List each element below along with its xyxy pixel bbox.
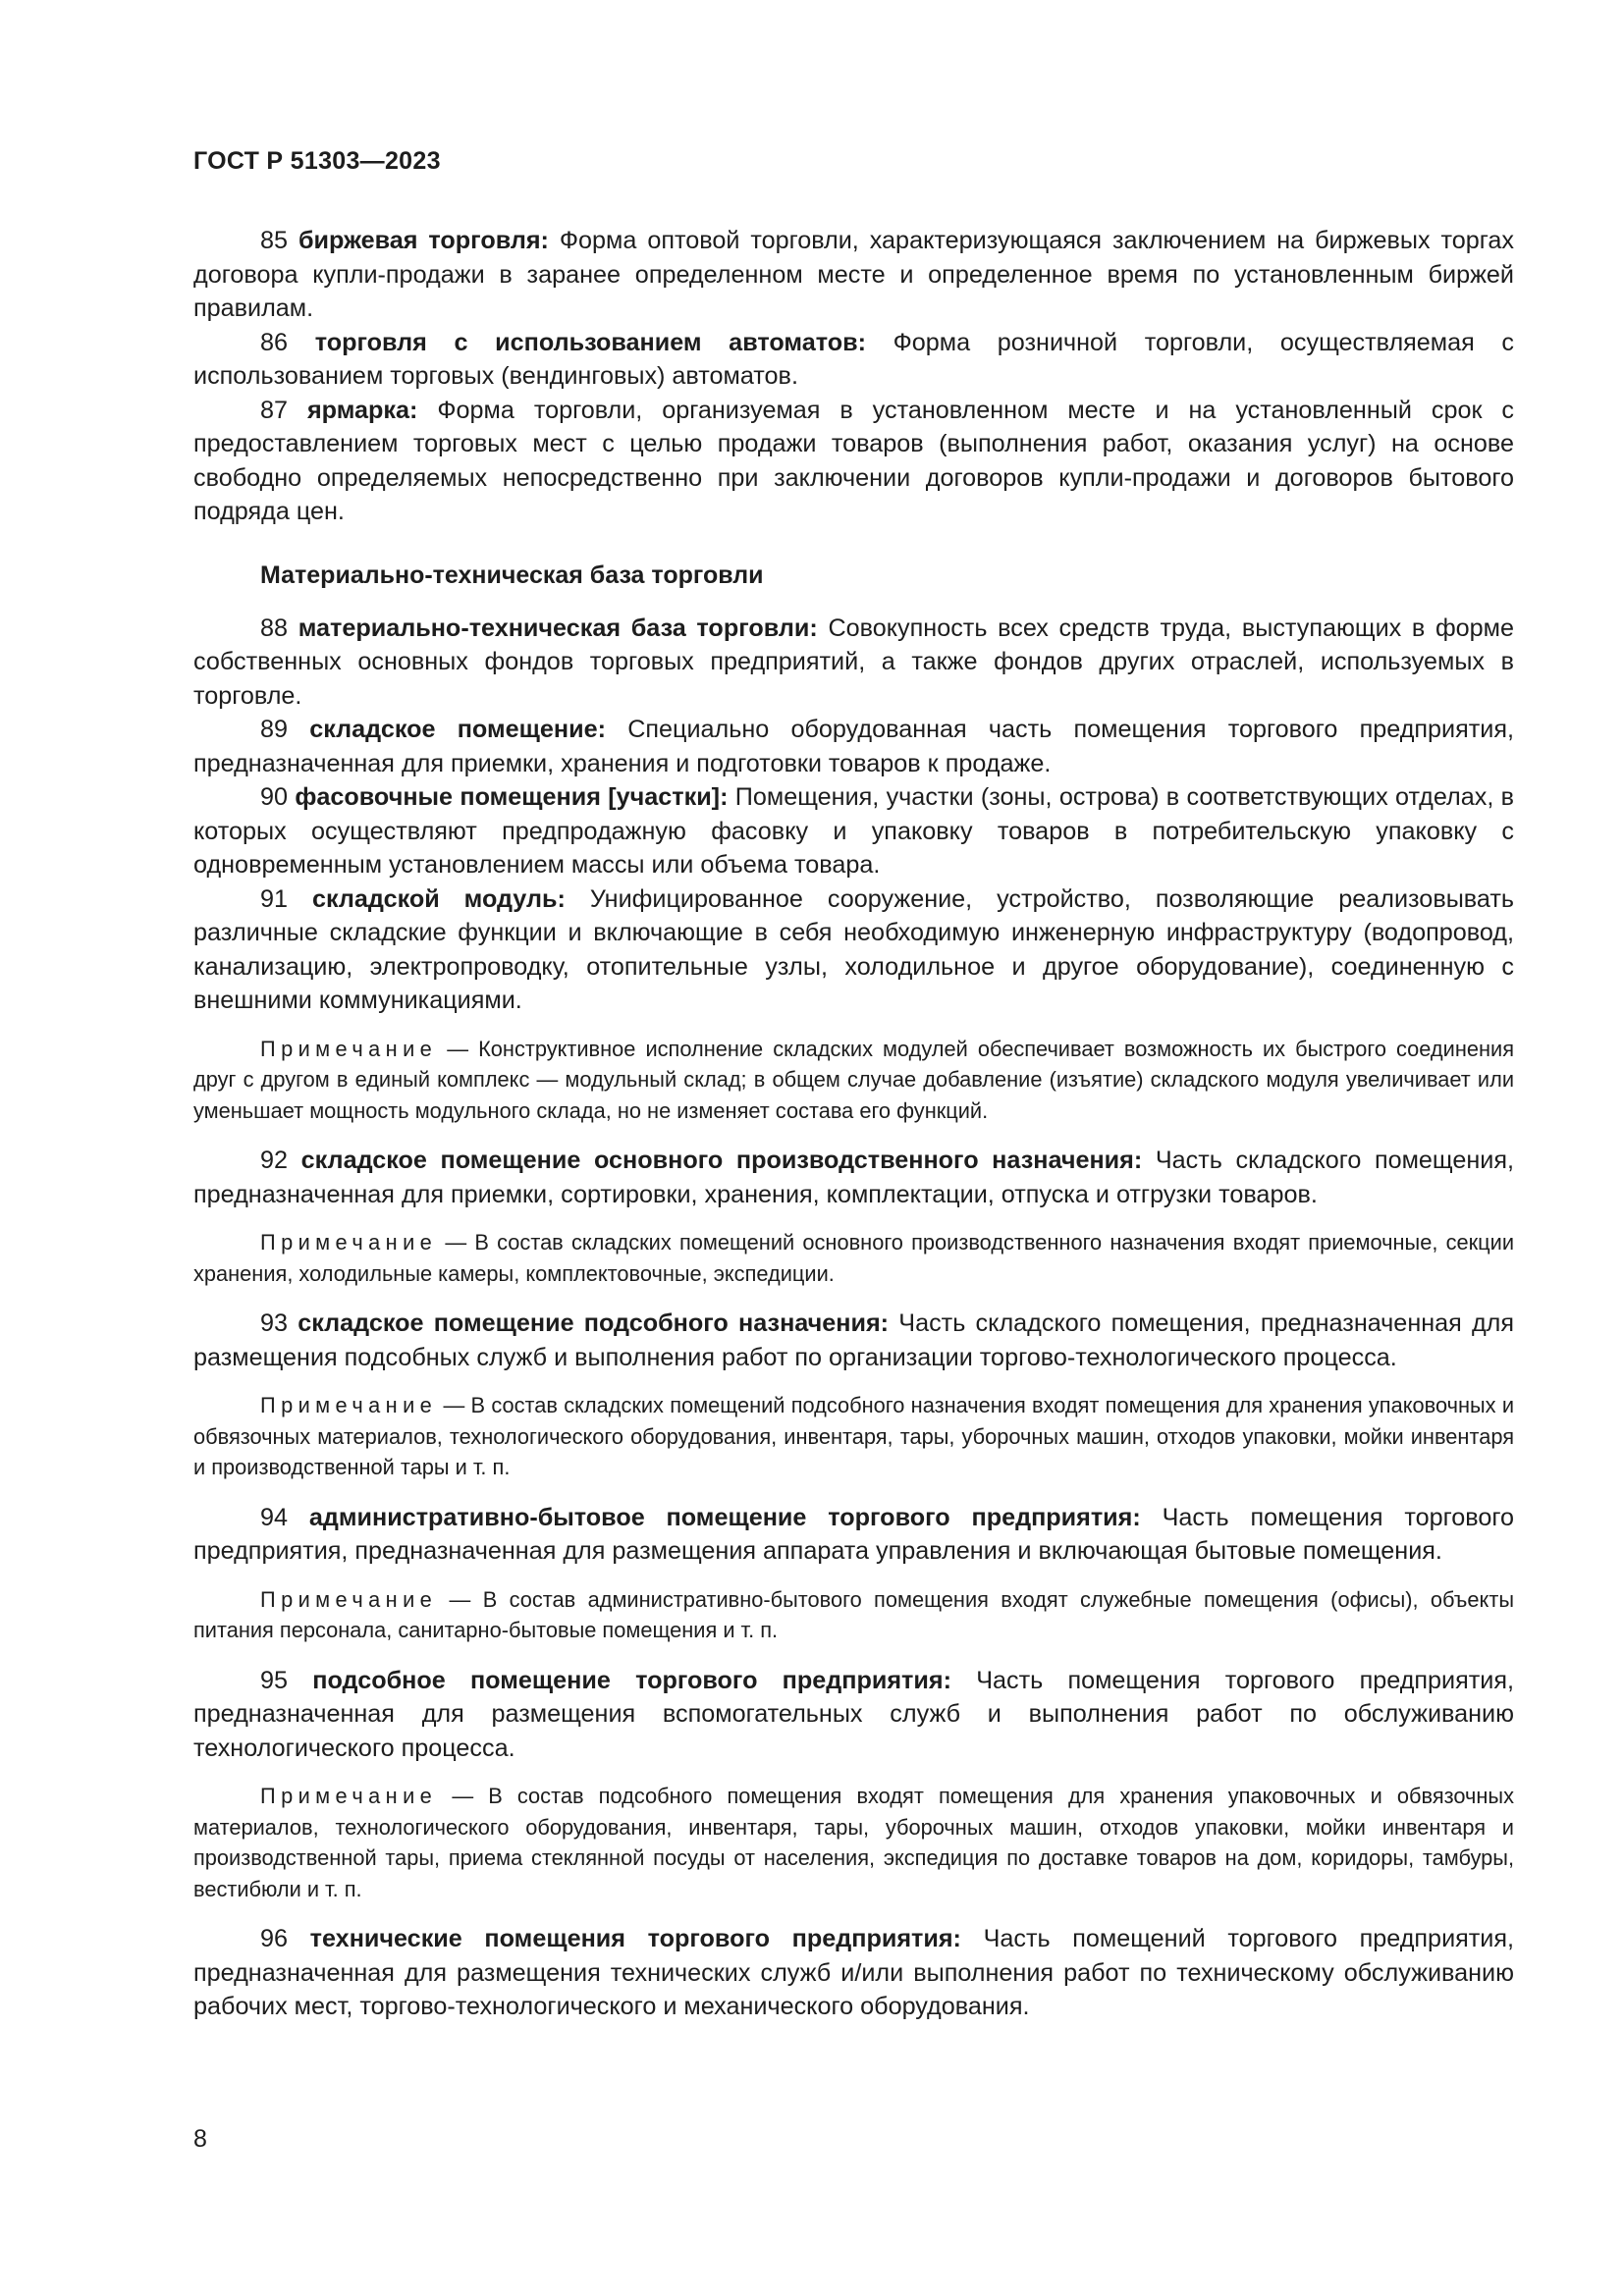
term-number: 95 [260,1666,289,1694]
term-number: 88 [260,614,289,642]
term-89 [193,713,1514,780]
note-label: Примечание [260,1784,438,1808]
term-91 [193,882,1514,1018]
term-90 [193,780,1514,882]
section-title: Материально-техническая база торговли [260,561,764,589]
term-name: материально-техническая база торговли: [298,614,818,642]
term-name: складское помещение основного производственного назначения: [300,1147,1143,1174]
term-number: 89 [260,716,289,743]
term-definition: Помещения, участки (зоны, острова) в соответствующих отделах, в которых осуществляют предпродажную фасовку и упаковку товаров в потребительскую упаковку с одновременным установлением массы или объема товара. [193,783,1515,879]
term-name: складской модуль: [311,884,566,913]
term-88 [193,612,1514,714]
note-label: Примечание [260,1230,438,1255]
term-number: 94 [260,1503,289,1531]
term-name: складское помещение подсобного назначения: [298,1309,890,1337]
note-text: — Конструктивное исполнение складских модулей обеспечивает возможность их быстрого соединения друг с другом в единый комплекс — модульный склад; в общем случае добавление (изъятие) складского модуля увеличивает или уменьшает мощность модульного склада, но не изменяет состава его функций. [193,1036,1514,1123]
note-label: Примечание [260,1036,438,1061]
note-text: — В состав складских помещений основного производственного назначения входят приемочные, секции хранения, холодильные камеры, комплектовочные, экспедиции. [193,1230,1514,1286]
term-number: 86 [260,328,289,356]
term-85 [193,224,1514,326]
term-definition: Форма розничной торговли, осуществляемая с использованием торговых (вендинговых) автоматов. [193,328,1515,390]
page-content [193,224,1514,2024]
term-87 [193,394,1514,529]
term-name: фасовочные помещения [участки]: [295,783,729,811]
note-text: — В состав складских помещений подсобного назначения входят помещения для хранения упаковочных и обвязочных материалов, технологического оборудования, инвентаря, тары, уборочных машин, отходов упаковки, мойки инвентаря и производственной тары и т. п. [193,1393,1515,1479]
term-number: 85 [260,227,289,254]
term-definition: Унифицированное сооружение, устройство, позволяющие реализовывать различные складские функции и включающие в себя необходимую инженерную инфраструктуру (водопровод, канализацию, электропроводку, отопительные узлы, холодильное и другое оборудование), соединенную с внешними коммуникациями. [193,884,1515,1014]
note-94 [193,1584,1514,1646]
term-definition: Часть складского помещения, предназначенная для приемки, сортировки, хранения, комплектации, отпуска и отгрузки товаров. [193,1147,1514,1208]
note-92 [193,1227,1514,1289]
term-93 [193,1307,1514,1374]
term-definition: Специально оборудованная часть помещения торгового предприятия, предназначенная для приемки, хранения и подготовки товаров к продаже. [193,716,1515,777]
term-definition: Часть помещения торгового предприятия, предназначенная для размещения аппарата управления и включающая бытовые помещения. [193,1503,1515,1565]
term-number: 96 [260,1925,289,1952]
term-number: 93 [260,1309,289,1337]
term-definition: Часть помещения торгового предприятия, предназначенная для размещения вспомогательных служб и выполнения работ по обслуживанию технологического процесса. [193,1666,1515,1762]
term-name: торговля с использованием автоматов: [314,328,866,356]
note-label: Примечание [260,1393,438,1417]
note-text: — В состав подсобного помещения входят помещения для хранения упаковочных и обвязочных материалов, технологического оборудования, инвентаря, тары, уборочных машин, отходов упаковки, мойки инвентаря и производственной тары, приема стеклянной посуды от населения, экспедиция по доставке товаров на дом, коридоры, тамбуры, вестибюли и т. п. [193,1784,1514,1901]
term-name: подсобное помещение торгового предприятия: [312,1666,951,1694]
term-number: 90 [260,783,289,811]
term-name: технические помещения торгового предприятия: [309,1925,961,1952]
term-number: 87 [260,396,289,424]
term-86 [193,326,1514,394]
note-93 [193,1390,1514,1483]
term-definition: Часть складского помещения, предназначенная для размещения подсобных служб и выполнения работ по организации торгово-технологического процесса. [193,1309,1515,1371]
note-label: Примечание [260,1586,438,1612]
term-name: складское помещение: [309,716,606,743]
term-definition: Совокупность всех средств труда, выступающих в форме собственных основных фондов торговых предприятий, а также фондов других отраслей, используемых в торговле. [193,614,1515,710]
term-name: ярмарка: [306,396,418,424]
term-definition: Часть помещений торгового предприятия, предназначенная для размещения технических служб и/или выполнения работ по техническому обслуживанию рабочих мест, торгово-технологического и механического оборудования. [193,1925,1515,2020]
term-definition: Форма торговли, организуемая в установленном месте и на установленный срок с предоставлением торговых мест с целью продажи товаров (выполнения работ, оказания услуг) на основе свободно определяемых непосредственно при заключении договоров купли-продажи и договоров бытового подряда цен. [193,396,1515,525]
term-92 [193,1144,1514,1211]
term-name: административно-бытовое помещение торгового предприятия: [308,1503,1141,1531]
term-number: 92 [260,1147,289,1174]
note-95 [193,1781,1514,1904]
term-name: биржевая торговля: [298,227,549,254]
term-number: 91 [260,884,289,913]
document-header: ГОСТ Р 51303—2023 [193,147,441,175]
term-95 [193,1664,1514,1766]
page-number: 8 [193,2125,207,2153]
term-96 [193,1922,1514,2024]
note-text: — В состав административно-бытового помещения входят служебные помещения (офисы), объекты питания персонала, санитарно-бытовые помещения и т. п. [193,1586,1514,1642]
term-94 [193,1501,1514,1569]
term-definition: Форма оптовой торговли, характеризующаяся заключением на биржевых торгах договора купли-продажи в заранее определенном месте и определенное время по установленным биржей правилам. [193,227,1514,322]
note-91 [193,1034,1514,1127]
